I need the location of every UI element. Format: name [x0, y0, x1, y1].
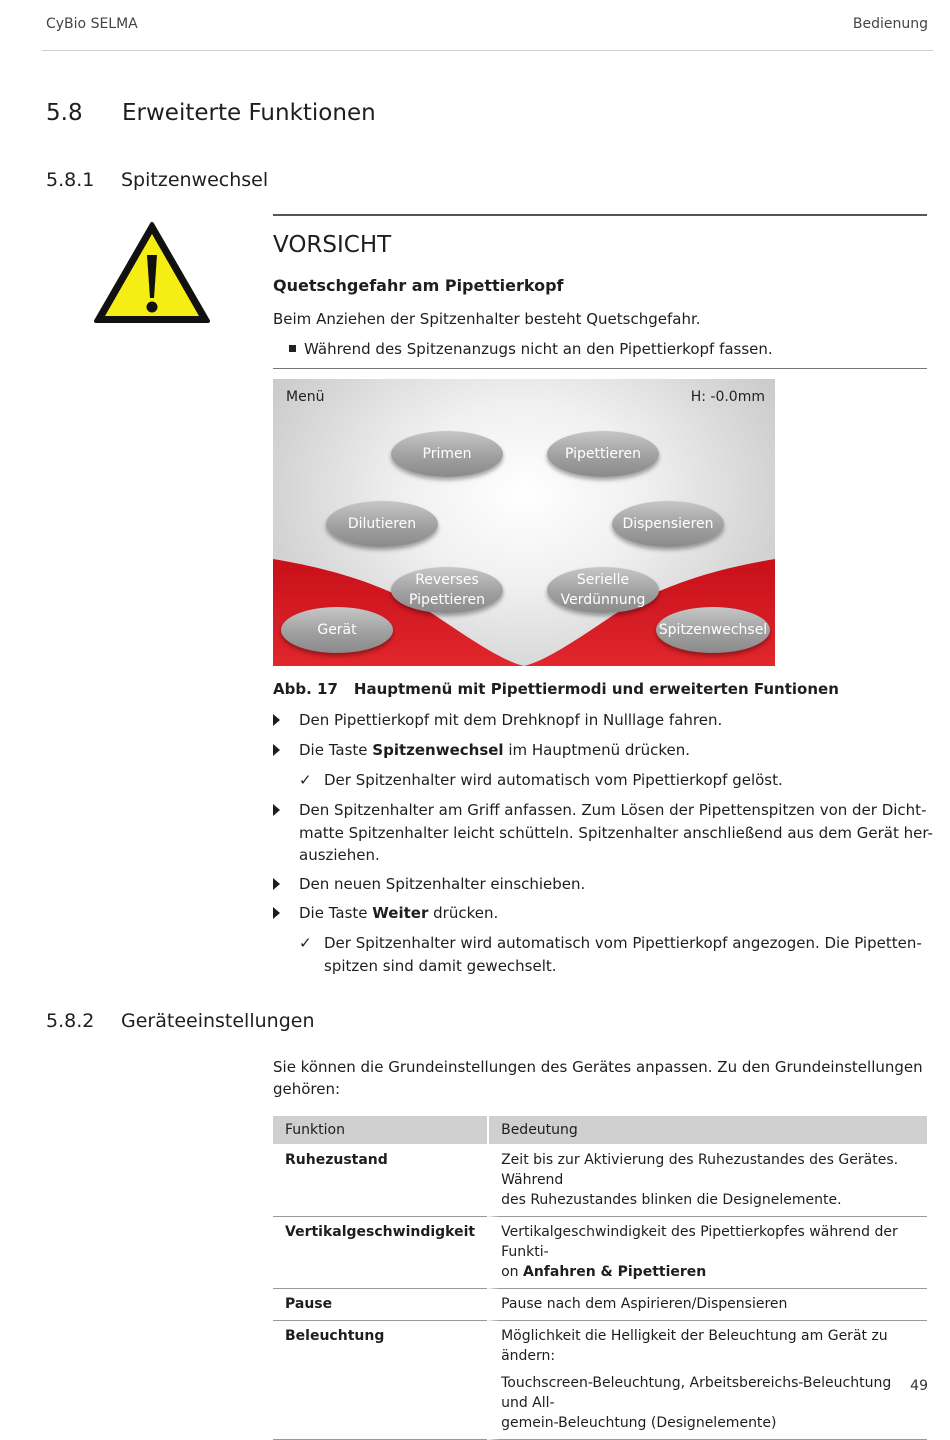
header-left: CyBio SELMA	[46, 16, 138, 32]
section-number: 5.8	[46, 100, 83, 126]
figure-caption	[273, 680, 839, 698]
table-row	[273, 1217, 927, 1289]
geraet-button[interactable]	[281, 607, 393, 653]
geraet-label: Gerät	[317, 622, 357, 638]
bullet-square-icon	[289, 345, 296, 352]
settings-table	[273, 1116, 927, 1440]
table-cell-meaning: Möglichkeit die Helligkeit der Beleuchtung am Gerät zu ändern: Touchscreen-Beleuchtung, Arbeitsbereichs-Beleuchtung und All- gemein-Beleuchtung (Designelemente)	[487, 1321, 927, 1440]
step-1-text: Den Pipettierkopf mit dem Drehknopf in Nulllage fahren.	[299, 711, 723, 729]
step-4-text: Den neuen Spitzenhalter einschieben.	[299, 875, 586, 893]
result-2-text: Der Spitzenhalter wird automatisch vom Pipettierkopf angezogen. Die Pipetten- spitzen sind damit gewechselt.	[324, 934, 922, 975]
settings-intro: Sie können die Grundeinstellungen des Gerätes anpassen. Zu den Grundeinstellungen gehören:	[273, 1058, 923, 1098]
dispensieren-label: Dispensieren	[622, 516, 714, 532]
spitzenwechsel-label: Spitzenwechsel	[658, 622, 768, 638]
warning-top-rule	[273, 214, 927, 216]
warning-bullet	[289, 338, 773, 360]
table-header-funktion: Funktion	[273, 1116, 487, 1145]
table-cell-meaning: Pause nach dem Aspirieren/Dispensieren	[487, 1289, 927, 1321]
table-row	[273, 1145, 927, 1217]
table-header-bedeutung: Bedeutung	[487, 1116, 927, 1145]
dispensieren-button[interactable]	[612, 501, 724, 547]
step-arrow-icon	[273, 804, 280, 816]
reverses-label: Reverses Pipettieren	[409, 572, 485, 608]
subsection-number: 5.8.1	[46, 169, 95, 191]
page-number: 49	[910, 1378, 928, 1394]
screen-height-readout: H: -0.0mm	[690, 389, 765, 405]
warning-title: VORSICHT	[273, 232, 392, 258]
step-2-text: Die Taste Spitzenwechsel im Hauptmenü drücken.	[299, 741, 690, 759]
primen-button[interactable]	[391, 431, 503, 477]
step-arrow-icon	[273, 878, 280, 890]
step-arrow-icon	[273, 744, 280, 756]
pipettieren-button[interactable]	[547, 431, 659, 477]
dilutieren-button[interactable]	[326, 501, 438, 547]
reverses-pipettieren-button[interactable]	[391, 567, 503, 613]
warning-text: Beim Anziehen der Spitzenhalter besteht Quetschgefahr.	[273, 310, 701, 328]
section-title: Erweiterte Funktionen	[122, 100, 376, 126]
table-cell-function: Pause	[273, 1289, 487, 1321]
subsection-2-number: 5.8.2	[46, 1010, 95, 1032]
table-cell-meaning: Vertikalgeschwindigkeit des Pipettierkopfes während der Funkti- on Anfahren & Pipettieren	[487, 1217, 927, 1289]
subsection-title: Spitzenwechsel	[121, 169, 269, 191]
dilutieren-label: Dilutieren	[347, 516, 417, 532]
checkmark-icon: ✓	[299, 934, 312, 952]
table-cell-meaning: Zeit bis zur Aktivierung des Ruhezustandes des Gerätes. Während des Ruhezustandes blinken die Designelemente.	[487, 1145, 927, 1217]
warning-triangle-icon	[93, 221, 211, 325]
result-1-text: Der Spitzenhalter wird automatisch vom Pipettierkopf gelöst.	[324, 771, 783, 789]
pipettieren-label: Pipettieren	[565, 446, 641, 462]
header-right: Bedienung	[852, 16, 928, 32]
table-header-row	[273, 1116, 927, 1145]
checkmark-icon: ✓	[299, 771, 312, 789]
primen-label: Primen	[422, 446, 472, 462]
step-arrow-icon	[273, 714, 280, 726]
warning-bullet-text: Während des Spitzenanzugs nicht an den Pipettierkopf fassen.	[304, 340, 773, 358]
step-3-text: Den Spitzenhalter am Griff anfassen. Zum Lösen der Pipettenspitzen von der Dicht- matte Spitzenhalter leicht schütteln. Spitzenhalter anschließend aus dem Gerät her- ausziehen.	[299, 801, 933, 864]
figure-caption-text: Hauptmenü mit Pipettiermodi und erweiterten Funtionen	[353, 680, 839, 698]
step-arrow-icon	[273, 907, 280, 919]
subsection-2-title: Geräteeinstellungen	[121, 1010, 315, 1032]
table-row	[273, 1289, 927, 1321]
table-row	[273, 1321, 927, 1440]
spitzenwechsel-button[interactable]	[656, 607, 770, 653]
screen-menu-label: Menü	[286, 389, 325, 405]
serielle-verduennung-button[interactable]	[547, 567, 659, 613]
main-menu-screenshot	[273, 379, 775, 666]
warning-subtitle: Quetschgefahr am Pipettierkopf	[273, 276, 564, 295]
table-cell-function: Vertikalgeschwindigkeit	[273, 1217, 487, 1289]
figure-label: Abb. 17	[273, 680, 338, 698]
table-cell-function: Ruhezustand	[273, 1145, 487, 1217]
table-cell-function: Beleuchtung	[273, 1321, 487, 1440]
header-divider	[42, 50, 933, 51]
serielle-label: Serielle Verdünnung	[560, 572, 646, 608]
step-5-text: Die Taste Weiter drücken.	[299, 904, 499, 922]
warning-bottom-rule	[273, 368, 927, 369]
